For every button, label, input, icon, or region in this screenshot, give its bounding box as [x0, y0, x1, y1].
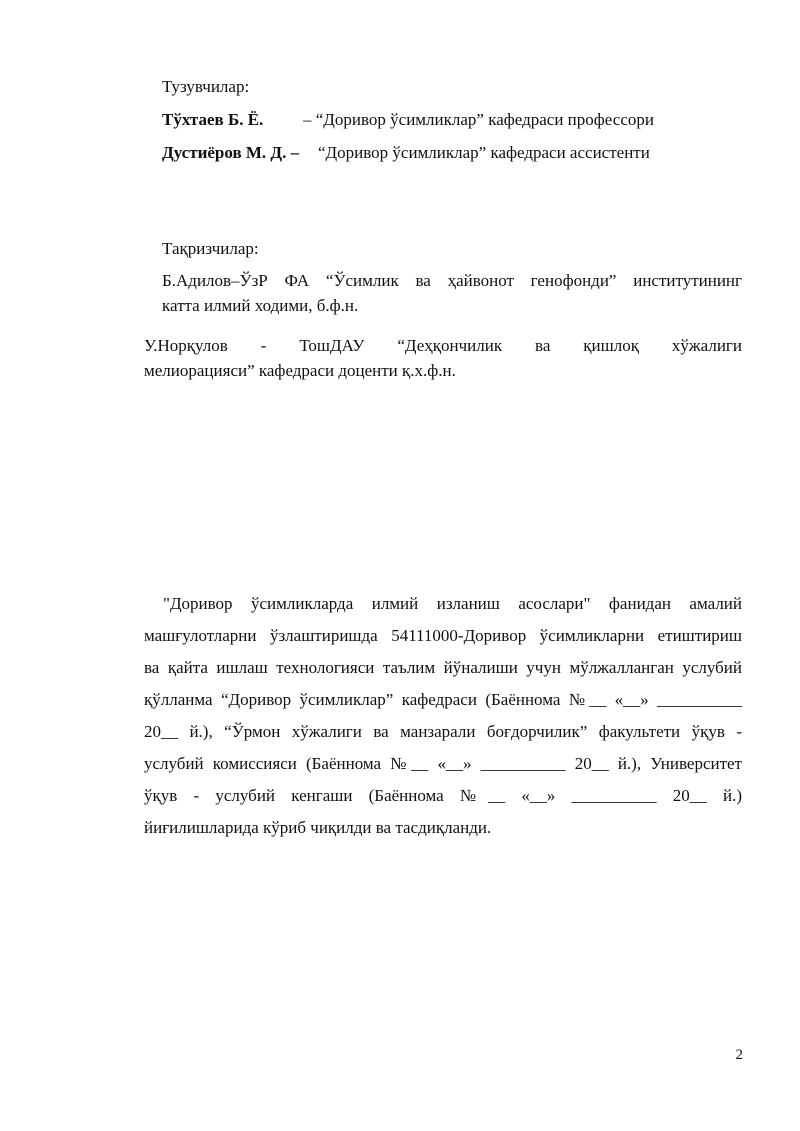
paragraph-line: "Доривор ўсимликларда илмий изланиш асослари" фанидан амалий [163, 594, 742, 613]
reviewers-heading: Тақризчилар: [162, 239, 259, 258]
reviewer-1-line-1: Б.Адилов–ЎзР ФА “Ўсимлик ва ҳайвонот генофонди” институтининг [162, 271, 742, 290]
paragraph-line: машғулотларни ўзлаштиришда 54111000-Доривор ўсимликларни етиштириш [144, 626, 742, 645]
compiler-1-name: Тўхтаев Б. Ё. [162, 110, 264, 129]
paragraph-line: услубий комиссияси (Баённома №__ «__» __________ 20__ й.), Университет [144, 754, 742, 773]
compilers-heading: Тузувчилар: [162, 77, 250, 96]
reviewer-2-line-1: У.Норқулов - ТошДАУ “Деҳқончилик ва қишлоқ хўжалиги [144, 336, 742, 355]
paragraph-line: қўлланма “Доривор ўсимликлар” кафедраси (Баённома №__ «__» __________ [144, 690, 742, 709]
paragraph-line: йиғилишларида кўриб чиқилди ва тасдиқланди. [144, 818, 492, 837]
compiler-1-role: – “Доривор ўсимликлар” кафедраси профессори [303, 110, 654, 129]
compiler-2-name: Дустиёров М. Д. – [162, 143, 300, 162]
reviewer-2-line-2: мелиорацияси” кафедраси доценти қ.х.ф.н. [144, 361, 456, 380]
page-number: 2 [735, 1047, 743, 1063]
paragraph-line: ўқув - услубий кенгаши (Баённома №__ «__» __________ 20__ й.) [144, 786, 742, 805]
reviewer-1-line-2: катта илмий ходими, б.ф.н. [162, 296, 359, 315]
approval-paragraph [144, 588, 742, 844]
paragraph-line: ва қайта ишлаш технологияси таълим йўналиши учун мўлжалланган услубий [144, 658, 742, 677]
compiler-2-role: “Доривор ўсимликлар” кафедраси ассистенти [318, 143, 650, 162]
paragraph-line: 20__ й.), “Ўрмон хўжалиги ва манзарали боғдорчилик” факультети ўқув - [144, 722, 742, 741]
